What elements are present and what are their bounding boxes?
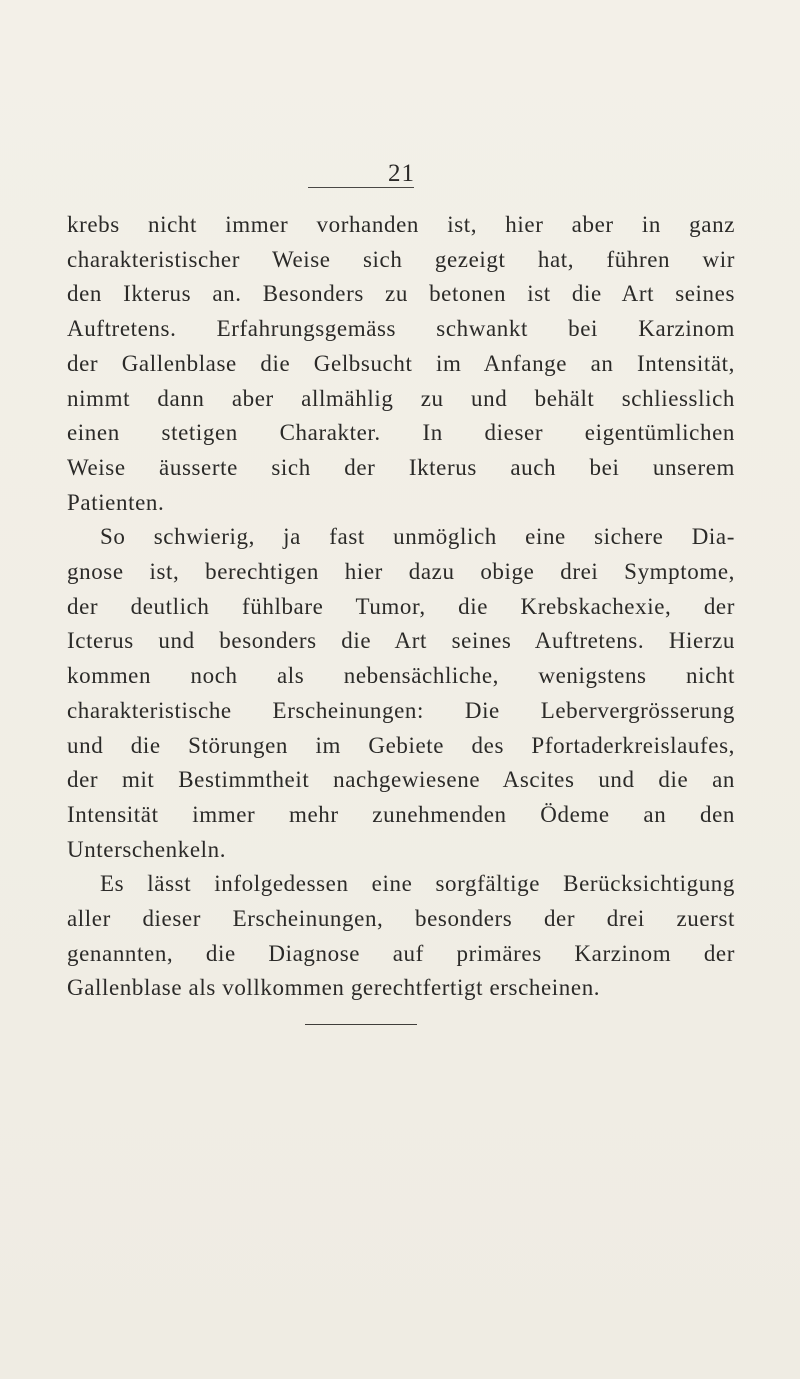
text-line: [0, 729, 800, 763]
text-line: [0, 763, 800, 797]
text-line: [0, 520, 800, 554]
text-line: [0, 555, 800, 589]
text-line-content: der mit Bestimmtheit nachgewiesene Ascites und die an: [67, 767, 735, 793]
text-line: [0, 416, 800, 450]
text-line: [0, 902, 800, 936]
end-rule: [305, 1024, 417, 1025]
text-line: [0, 312, 800, 346]
text-line: [0, 590, 800, 624]
text-line: [0, 624, 800, 658]
text-line-content: So schwierig, ja fast unmöglich eine sichere Dia-: [100, 524, 735, 550]
text-line-content: Weise äusserte sich der Ikterus auch bei unserem: [67, 454, 735, 480]
text-line: [0, 243, 800, 277]
text-line: [0, 971, 800, 1005]
text-line-content: Intensität immer mehr zunehmenden Ödeme an den: [67, 801, 735, 827]
text-line-content: den Ikterus an. Besonders zu betonen ist die Art seines: [67, 281, 735, 307]
text-line-content: der Gallenblase die Gelbsucht im Anfange an Intensität,: [67, 350, 735, 376]
text-line-content: charakteristische Erscheinungen: Die Lebervergrösserung: [67, 697, 735, 723]
text-line: [0, 833, 800, 867]
text-line-content: Unterschenkeln.: [67, 836, 227, 862]
page-number: 21: [388, 160, 415, 187]
text-line: [0, 382, 800, 416]
text-line-content: kommen noch als nebensächliche, wenigstens nicht: [67, 663, 735, 689]
text-line-content: Patienten.: [67, 489, 165, 515]
text-line-content: gnose ist, berechtigen hier dazu obige drei Symptome,: [67, 559, 735, 584]
text-line-content: einen stetigen Charakter. In dieser eigentümlichen: [67, 420, 735, 446]
text-line-content: und die Störungen im Gebiete des Pfortaderkreislaufes,: [67, 732, 735, 758]
text-line-content: Gallenblase als vollkommen gerechtfertigt erscheinen.: [67, 975, 601, 1001]
text-line-content: Es lässt infolgedessen eine sorgfältige Berücksichtigung: [100, 871, 735, 897]
text-line: [0, 937, 800, 971]
text-line: [0, 347, 800, 381]
text-line: [0, 798, 800, 832]
text-line: [0, 277, 800, 311]
text-line-content: Auftretens. Erfahrungsgemäss schwankt bei Karzinom: [67, 316, 735, 342]
text-line-content: aller dieser Erscheinungen, besonders der drei zuerst: [67, 906, 735, 931]
text-line: [0, 451, 800, 485]
text-line-content: nimmt dann aber allmählig zu und behält schliesslich: [67, 385, 735, 411]
text-line-content: krebs nicht immer vorhanden ist, hier aber in ganz: [67, 212, 735, 237]
text-line: [0, 867, 800, 901]
text-line-content: charakteristischer Weise sich gezeigt hat, führen wir: [67, 246, 735, 272]
text-line: [0, 694, 800, 728]
text-line: [0, 486, 800, 520]
text-line: [0, 659, 800, 693]
text-line-content: Icterus und besonders die Art seines Auftretens. Hierzu: [67, 628, 735, 654]
header-rule: [308, 187, 414, 188]
text-line-content: genannten, die Diagnose auf primäres Karzinom der: [67, 940, 735, 966]
text-line-content: der deutlich fühlbare Tumor, die Krebskachexie, der: [67, 593, 735, 619]
text-line: [0, 208, 800, 242]
